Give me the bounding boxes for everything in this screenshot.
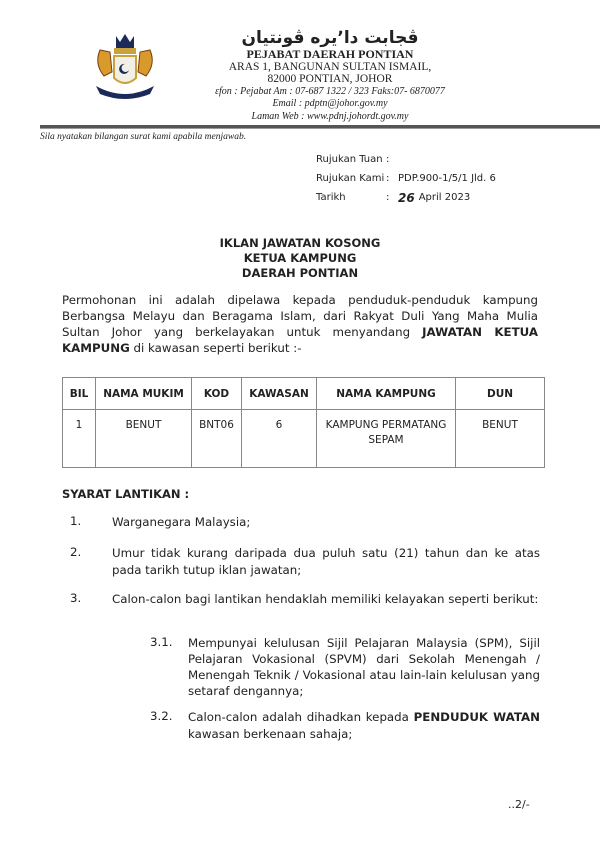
subitem-text — [188, 709, 540, 743]
website: Laman Web : www.pdnj.johordt.gov.my — [251, 110, 409, 122]
cell-kawasan: 6 — [242, 410, 317, 468]
rujukan-tuan-label: Rujukan Tuan — [316, 154, 383, 165]
table-header-row — [63, 378, 545, 410]
item-number: 2. — [70, 545, 82, 559]
document-title — [0, 236, 600, 281]
item-number: 3. — [70, 591, 82, 605]
subitem-bold: PENDUDUK WATAN — [413, 710, 540, 724]
col-kod: KOD — [192, 378, 242, 410]
vacancy-table — [62, 377, 545, 468]
letterhead — [150, 28, 510, 123]
item-text: Umur tidak kurang daripada dua puluh satu (21) tahun dan ke atas pada tarikh tutup iklan jawatan; — [112, 546, 540, 577]
title-line-3: DAERAH PONTIAN — [241, 266, 359, 280]
arabic-title: ڤجابت دا٬يره ڤونتيان — [241, 28, 419, 48]
intro-text-end: di kawasan seperti berikut :- — [129, 341, 302, 355]
item-number: 1. — [70, 514, 82, 528]
tarikh-day: 26 — [398, 190, 415, 205]
rujukan-kami-value: PDP.900-1/5/1 Jld. 6 — [398, 173, 496, 184]
col-dun: DUN — [456, 378, 545, 410]
reply-note: Sila nyatakan bilangan surat kami apabila menjawab. — [40, 132, 247, 142]
table-row — [63, 410, 545, 468]
page-continuation: ..2/- — [508, 798, 530, 811]
subitem-number: 3.2. — [150, 709, 173, 723]
intro-paragraph — [62, 292, 538, 356]
colon: : — [386, 192, 390, 203]
tarikh-month-year: April 2023 — [418, 192, 471, 203]
cell-nama-mukim: BENUT — [96, 410, 192, 468]
subitem-text: Mempunyai kelulusan Sijil Pelajaran Malaysia (SPM), Sijil Pelajaran Vokasional (SPVM) dari Sekolah Menengah / Menengah Teknik / Vokasional atau lain-lain kelulusan yang setaraf dengannya; — [188, 636, 540, 698]
subitem-text-start: Calon-calon adalah dihadkan kepada — [188, 710, 414, 724]
syarat-heading: SYARAT LANTIKAN : — [62, 487, 190, 501]
cell-dun: BENUT — [456, 410, 545, 468]
col-kawasan: KAWASAN — [242, 378, 317, 410]
header-divider — [40, 125, 600, 129]
col-bil: BIL — [63, 378, 96, 410]
item-text: Warganegara Malaysia; — [112, 515, 251, 529]
rujukan-kami-label: Rujukan Kami — [316, 173, 385, 184]
col-nama-mukim: NAMA MUKIM — [96, 378, 192, 410]
subitem-number: 3.1. — [150, 635, 173, 649]
tarikh-label: Tarikh — [316, 192, 346, 203]
johor-coat-of-arms-logo — [92, 30, 158, 102]
address-line-2: 82000 PONTIAN, JOHOR — [267, 73, 393, 85]
office-name: PEJABAT DAERAH PONTIAN — [246, 47, 414, 61]
title-line-1: IKLAN JAWATAN KOSONG — [219, 236, 381, 250]
intro-bold: JAWATAN KETUA KAMPUNG — [62, 325, 538, 355]
subitem-text-end: kawasan berkenaan sahaja; — [188, 727, 353, 741]
address-line-1: ARAS 1, BANGUNAN SULTAN ISMAIL, — [228, 60, 432, 73]
colon: : — [386, 173, 390, 184]
reference-block — [316, 150, 496, 207]
colon: : — [386, 154, 390, 165]
item-text: Calon-calon bagi lantikan hendaklah memiliki kelayakan seperti berikut: — [112, 592, 539, 606]
col-nama-kampung: NAMA KAMPUNG — [317, 378, 456, 410]
title-line-2: KETUA KAMPUNG — [243, 251, 357, 265]
cell-kod: BNT06 — [192, 410, 242, 468]
email: Email : pdptn@johor.gov.my — [272, 98, 388, 109]
cell-nama-kampung: KAMPUNG PERMATANG SEPAM — [317, 410, 456, 468]
phone-fax: ɛfon : Pejabat Am : 07-687 1322 / 323 Faks:07- 6870077 — [215, 85, 445, 97]
cell-bil: 1 — [63, 410, 96, 468]
intro-text: Permohonan ini adalah dipelawa kepada penduduk-penduduk kampung Berbangsa Melayu dan Beragama Islam, dari Rakyat Duli Yang Maha Mulia Sultan Johor yang berkelayakan untuk menyandang — [62, 293, 538, 339]
